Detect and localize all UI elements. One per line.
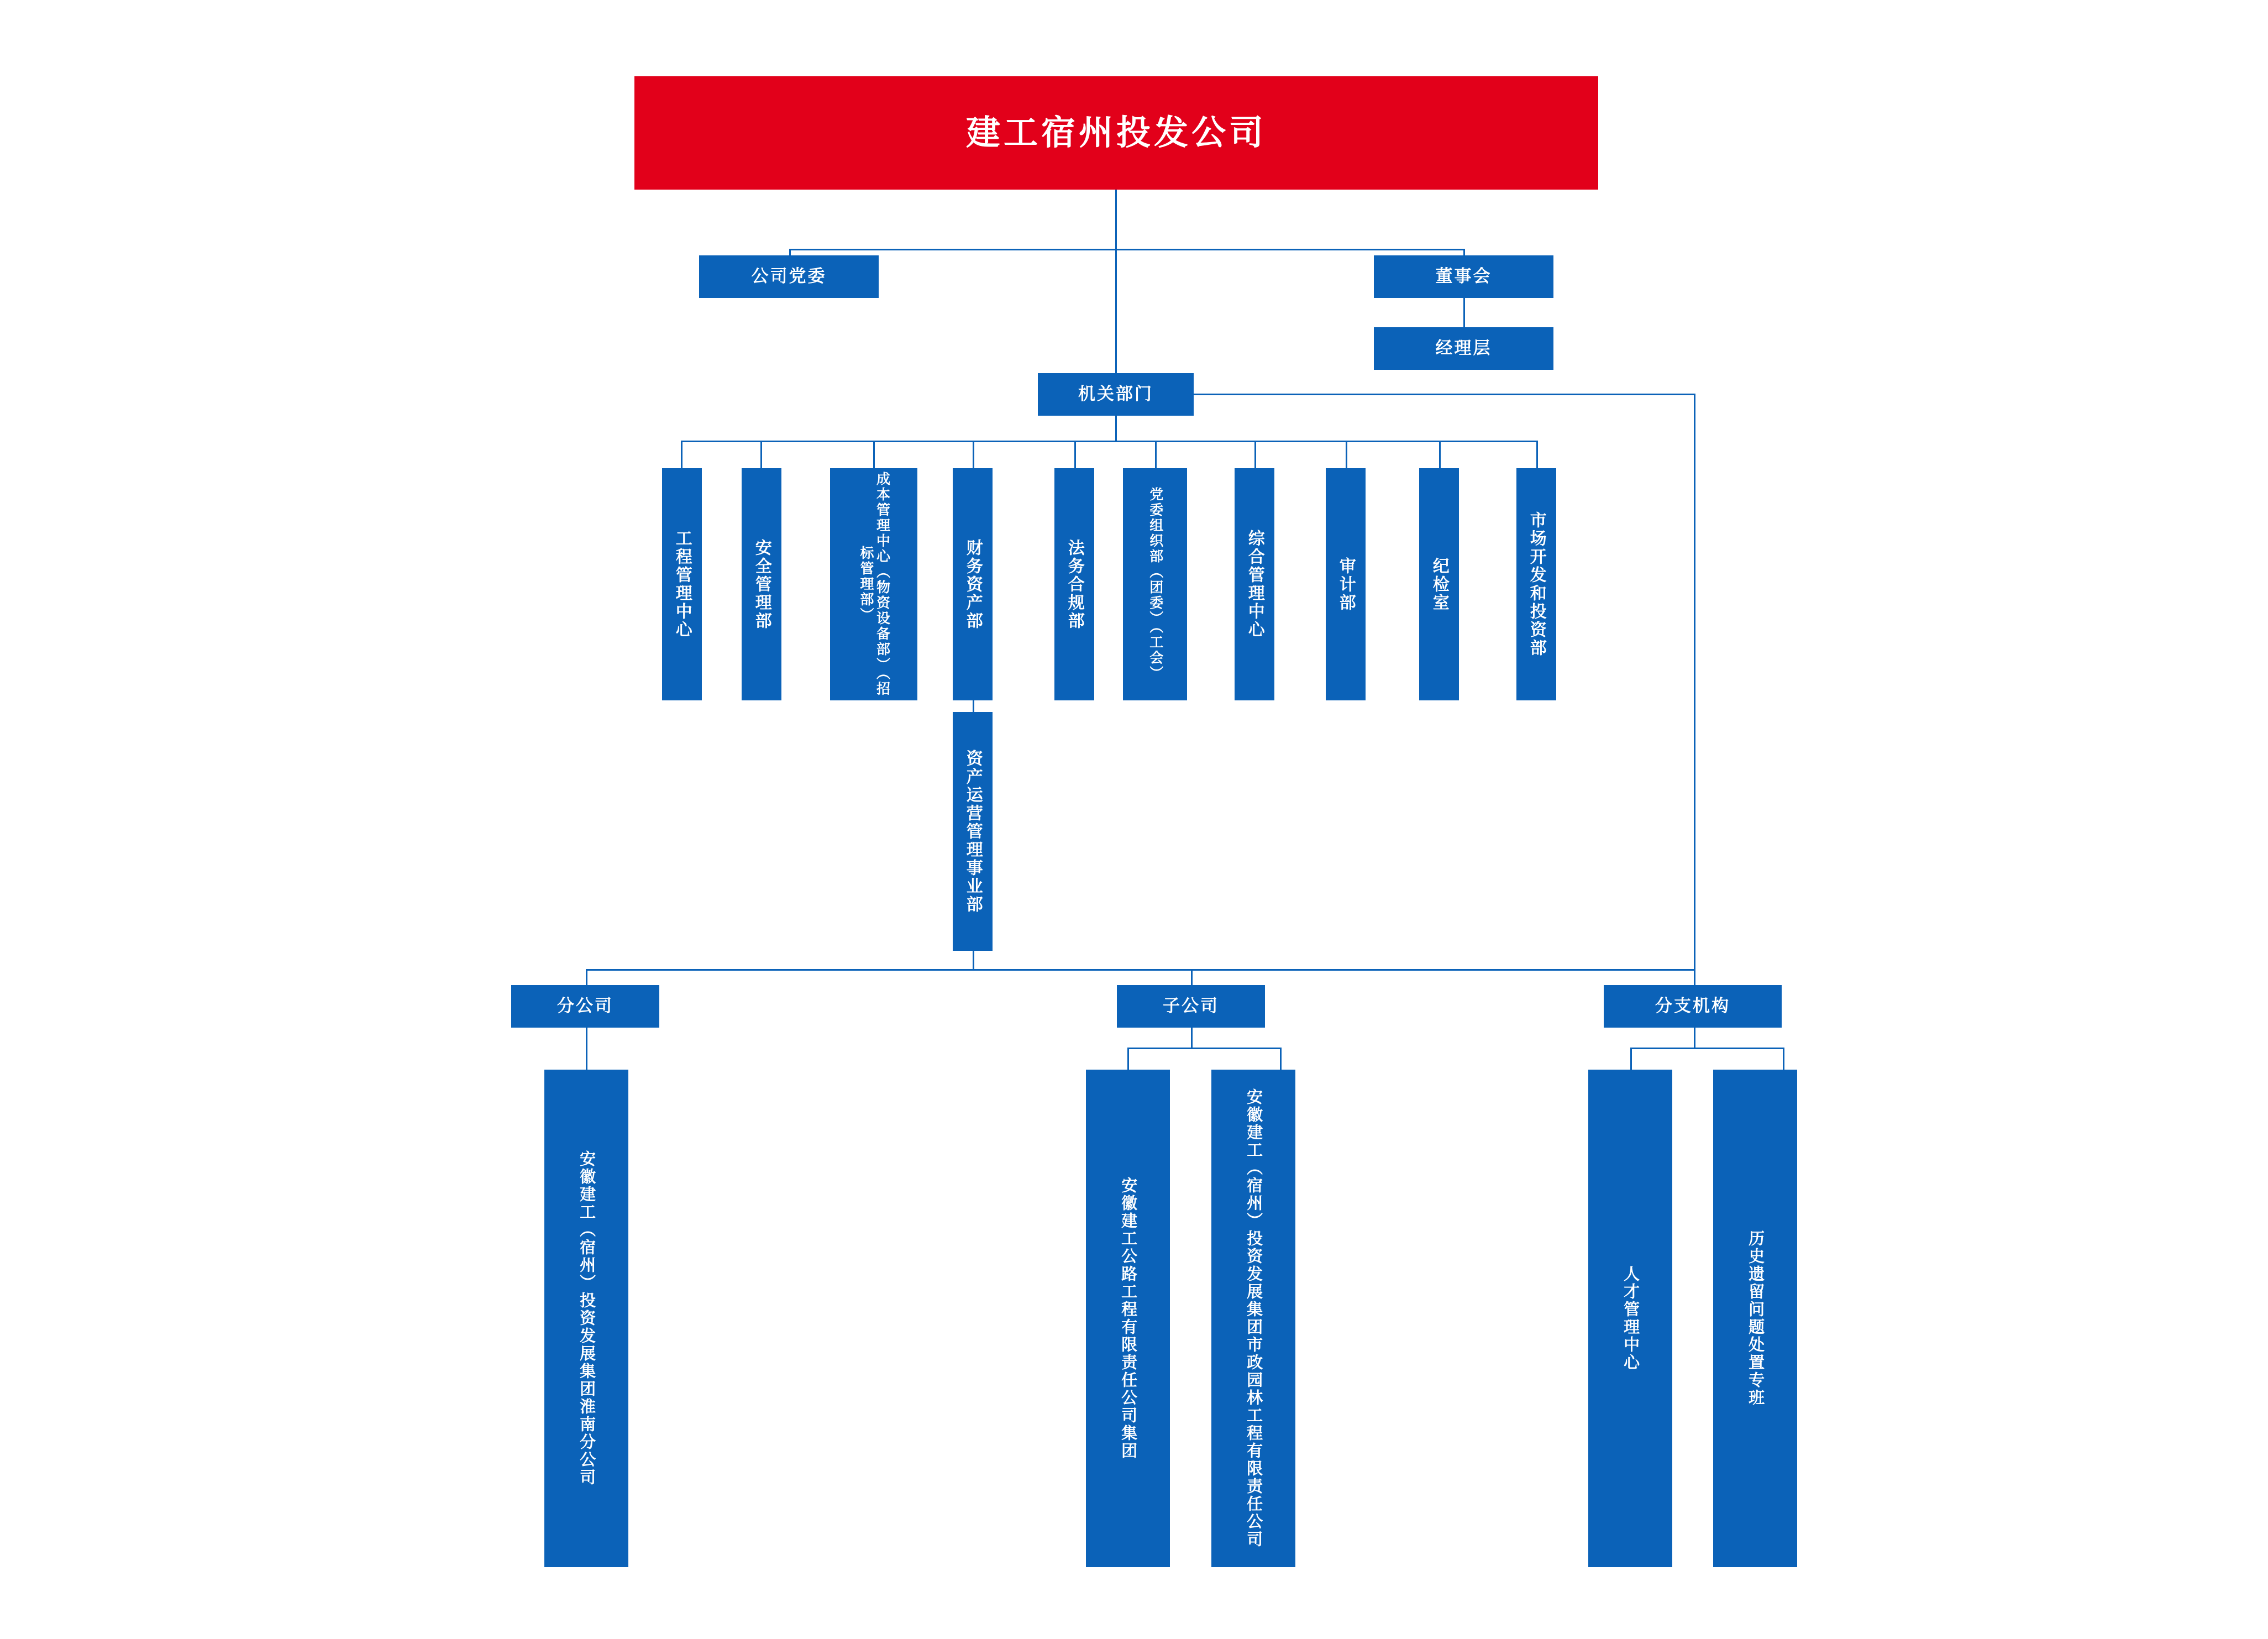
node-branch-institution (1604, 985, 1782, 1028)
node-party-organization-dept (1123, 468, 1187, 700)
node-party-organization-dept-label: 党委组织部（团委）（工会） (1147, 487, 1163, 682)
node-branch-institution-label: 分支机构 (1655, 996, 1730, 1016)
connector-board-management (1463, 298, 1465, 327)
connector-dept-stem-4 (973, 441, 974, 468)
connector-dept-stem-3 (873, 441, 875, 468)
node-branch-company-label: 分公司 (557, 996, 613, 1016)
node-audit-dept-label: 审计部 (1336, 557, 1355, 612)
connector-management-agency (1115, 249, 1117, 373)
node-anhui-jiangong-suzhou-huainan-label: 安徽建工（宿州）投资发展集团淮南分公司 (578, 1150, 596, 1486)
connector-dept-stem-5 (1074, 441, 1076, 468)
node-comprehensive-management-center (1235, 468, 1274, 700)
node-cost-management-center (830, 468, 917, 700)
connector-departments-bus (681, 441, 1536, 442)
node-anhui-municipal-garden (1211, 1070, 1295, 1567)
connector-dept-stem-7 (1254, 441, 1256, 468)
node-anhui-highway-engineering (1086, 1070, 1170, 1567)
node-subsidiary-company-label: 子公司 (1163, 996, 1219, 1016)
connector-institution-child-1 (1630, 1048, 1632, 1072)
connector-institution-bus (1630, 1048, 1784, 1049)
node-engineering-management-center (662, 468, 702, 700)
connector-dept-stem-1 (681, 441, 683, 468)
connector-dept-stem-6 (1155, 441, 1157, 468)
node-agency-departments (1038, 373, 1194, 416)
node-anhui-municipal-garden-label: 安徽建工（宿州）投资发展集团市政园林工程有限责任公司 (1245, 1088, 1263, 1548)
node-legal-compliance-dept-label: 法务合规部 (1065, 538, 1084, 630)
node-engineering-management-center-label: 工程管理中心 (673, 530, 691, 639)
node-discipline-inspection-office-label: 纪检室 (1430, 557, 1448, 612)
connector-institution-stem (1694, 1028, 1695, 1049)
node-board (1374, 255, 1553, 298)
connector-agency-stem (1115, 416, 1117, 441)
connector-asset-operation-down (973, 951, 974, 969)
connector-level2-bus (789, 249, 1464, 250)
connector-dept-stem-9 (1439, 441, 1441, 468)
node-safety-management-dept (742, 468, 781, 700)
node-talent-management-center-label: 人才管理中心 (1621, 1265, 1640, 1371)
node-anhui-jiangong-suzhou-huainan (544, 1070, 628, 1567)
connector-dept-stem-8 (1346, 441, 1347, 468)
node-discipline-inspection-office (1419, 468, 1459, 700)
node-board-label: 董事会 (1435, 266, 1492, 286)
node-comprehensive-management-center-label: 综合管理中心 (1245, 530, 1264, 639)
node-finance-asset-dept-label: 财务资产部 (963, 538, 982, 630)
node-finance-asset-dept (953, 468, 993, 700)
node-cost-management-center-label: 成本管理中心（物资设备部）（招标管理部） (858, 472, 890, 697)
node-safety-management-dept-label: 安全管理部 (752, 538, 771, 630)
node-legal-compliance-dept (1054, 468, 1094, 700)
node-management (1374, 327, 1553, 370)
connector-institution-child-2 (1783, 1048, 1784, 1072)
root-node (634, 76, 1598, 190)
node-subsidiary-company (1117, 985, 1265, 1028)
connector-subsidiary-child-2 (1280, 1048, 1282, 1072)
connector-groups-bus (586, 969, 1695, 971)
node-agency-departments-label: 机关部门 (1078, 384, 1153, 404)
node-asset-operation-division (953, 712, 993, 951)
node-historical-issues-task-force (1713, 1070, 1797, 1567)
node-market-development-investment-dept (1516, 468, 1556, 700)
node-historical-issues-task-force-label: 历史遗留问题处置专班 (1746, 1230, 1765, 1407)
node-management-label: 经理层 (1435, 338, 1492, 358)
root-node-label: 建工宿州投发公司 (965, 113, 1267, 152)
node-market-development-investment-dept-label: 市场开发和投资部 (1527, 511, 1546, 657)
node-party-committee-label: 公司党委 (751, 266, 827, 286)
connector-subsidiary-child-1 (1127, 1048, 1129, 1072)
connector-branch-child (586, 1028, 587, 1072)
connector-right-trunk (1694, 394, 1695, 969)
connector-subsidiary-stem (1191, 1028, 1193, 1049)
node-talent-management-center (1588, 1070, 1672, 1567)
connector-dept-stem-2 (760, 441, 762, 468)
connector-dept-stem-10 (1536, 441, 1538, 468)
node-party-committee (699, 255, 879, 298)
node-anhui-highway-engineering-label: 安徽建工公路工程有限责任公司集团 (1119, 1177, 1137, 1460)
node-asset-operation-division-label: 资产运营管理事业部 (963, 749, 982, 914)
node-audit-dept (1326, 468, 1366, 700)
connector-agency-right (1193, 394, 1695, 395)
node-branch-company (511, 985, 659, 1028)
connector-subsidiary-bus (1127, 1048, 1281, 1049)
